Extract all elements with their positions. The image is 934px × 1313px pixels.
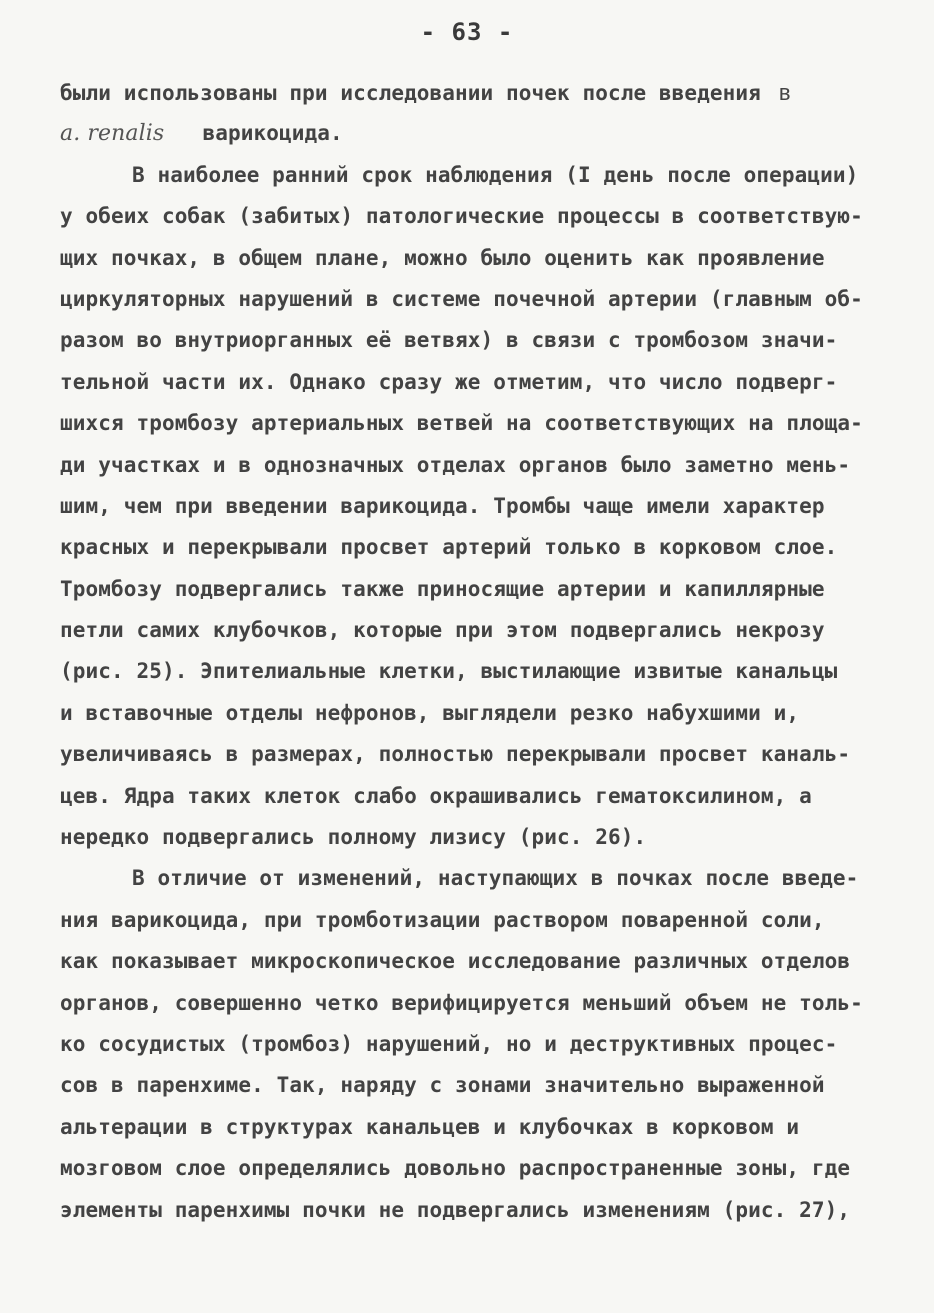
- body-text: [60, 72, 880, 1231]
- text-line: щих почках, в общем плане, можно было оценить как проявление: [60, 245, 825, 270]
- text-line: ния варикоцида, при тромботизации раствором поваренной соли,: [60, 907, 825, 932]
- text-line: В наиболее ранний срок наблюдения (I день после операции): [132, 162, 859, 187]
- text-line: тельной части их. Однако сразу же отметим, что число подверг-: [60, 369, 838, 394]
- line-text: были использованы при исследовании почек после введения: [60, 81, 761, 105]
- text-line: Тромбозу подвергались также приносящие артерии и капиллярные: [60, 576, 825, 601]
- text-line: [60, 72, 880, 113]
- text-line: органов, совершенно четко верифицируется меньший объем не толь-: [60, 990, 863, 1015]
- text-line: у обеих собак (забитых) патологические процессы в соответствую-: [60, 204, 863, 229]
- text-line: (рис. 25). Эпителиальные клетки, выстилающие извитые канальцы: [60, 659, 838, 684]
- text-line: циркуляторных нарушений в системе почечной артерии (главным об-: [60, 286, 863, 311]
- text-line: петли самих клубочков, которые при этом подвергались некрозу: [60, 618, 825, 643]
- page-number: - 63 -: [420, 18, 514, 46]
- text-line: ко сосудистых (тромбоз) нарушений, но и деструктивных процес-: [60, 1031, 838, 1056]
- text-line: нередко подвергались полному лизису (рис. 26).: [60, 825, 647, 850]
- text-line: шихся тромбозу артериальных ветвей на соответствующих на площа-: [60, 411, 863, 436]
- text-line: [60, 113, 880, 154]
- text-line: элементы паренхимы почки не подвергались изменениям (рис. 27),: [60, 1197, 851, 1222]
- text-line: разом во внутриорганных её ветвях) в связи с тромбозом значи-: [60, 328, 838, 353]
- text-line: сов в паренхиме. Так, наряду с зонами значительно выраженной: [60, 1073, 825, 1098]
- text-line: В отличие от изменений, наступающих в почках после введе-: [132, 866, 859, 891]
- text-line: и вставочные отделы нефронов, выглядели резко набухшими и,: [60, 700, 800, 725]
- text-line: цев. Ядра таких клеток слабо окрашивались гематоксилином, а: [60, 783, 812, 808]
- text-line: шим, чем при введении варикоцида. Тромбы чаще имели характер: [60, 493, 825, 518]
- text-line: как показывает микроскопическое исследование различных отделов: [60, 949, 851, 974]
- text-line: увеличиваясь в размерах, полностью перекрывали просвет каналь-: [60, 742, 851, 767]
- text-line: красных и перекрывали просвет артерий только в корковом слое.: [60, 535, 838, 560]
- text-line: ди участках и в однозначных отделах органов было заметно мень-: [60, 452, 851, 477]
- line-text: варикоцида.: [202, 121, 343, 146]
- text-line: альтерации в структурах канальцев и клубочках в корковом и: [60, 1114, 800, 1139]
- handwritten-insertion: a. renalis: [60, 121, 165, 147]
- text-line: мозговом слое определялись довольно распространенные зоны, где: [60, 1156, 851, 1181]
- handwritten-insertion: в: [778, 80, 791, 105]
